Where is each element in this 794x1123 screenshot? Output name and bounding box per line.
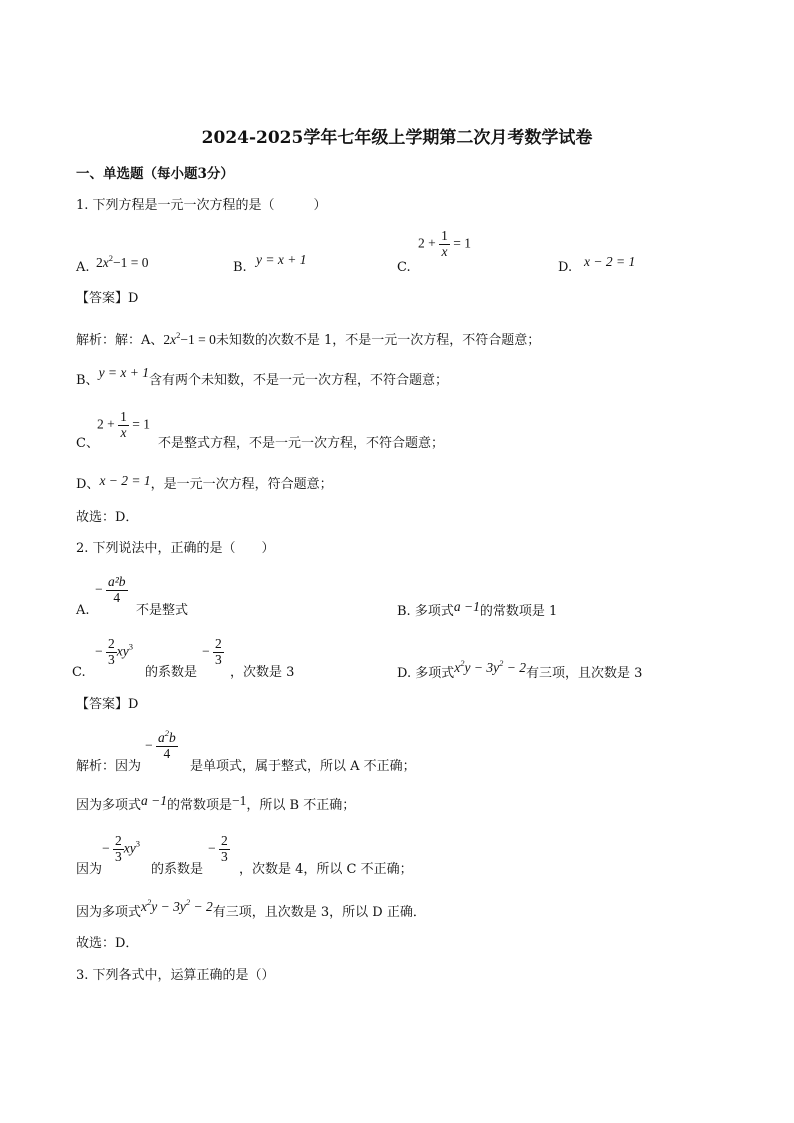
q1-option-c-formula: 2 + $\frac{1}{x}$ = 1 bbox=[418, 228, 471, 259]
q2-option-c-coef: − $\frac{2}{3}$ bbox=[202, 636, 222, 667]
q1-option-d-label: D. bbox=[558, 260, 573, 275]
q1-solution-b: B、y = x + 1含有两个未知数，不是一元一次方程，不符合题意； bbox=[76, 365, 449, 388]
q1-stem: 1. 下列方程是一元一次方程的是（ ） bbox=[76, 198, 327, 213]
q2-option-c-label: C. bbox=[72, 665, 86, 680]
q1-solution-c-formula: 2 + $\frac{1}{x}$ = 1 bbox=[97, 409, 150, 440]
q1-option-c-label: C. bbox=[397, 260, 411, 275]
q2-solution-4: 因为多项式$x^2y - 3y^2 - 2$有三项，且次数是 3，所以 D 正确． bbox=[76, 897, 426, 920]
q2-option-d: D. 多项式$x^2y - 3y^2 - 2$有三项，且次数是 3 bbox=[397, 658, 643, 681]
q1-option-a-label: A. bbox=[76, 260, 90, 275]
q1-option-d-formula: x − 2 = 1 bbox=[584, 254, 636, 269]
q1-solution-c-text: 不是整式方程，不是一元一次方程，不符合题意； bbox=[158, 436, 445, 451]
q2-solution-3-mid: 的系数是 bbox=[151, 862, 204, 877]
q1-solution-d: D、x − 2 = 1，是一元一次方程，符合题意； bbox=[76, 473, 333, 492]
q2-solution-1-lead: 解析：因为 bbox=[76, 759, 142, 774]
page-title: 2024-2025学年七年级上学期第二次月考数学试卷 bbox=[201, 128, 593, 148]
q2-option-c-mid: 的系数是 bbox=[145, 665, 198, 680]
q2-solution-1-text: 是单项式，属于整式，所以 A 不正确； bbox=[190, 759, 416, 774]
q2-option-a-label: A. bbox=[76, 603, 90, 618]
q2-solution-2: 因为多项式a −1的常数项是−1，所以 B 不正确； bbox=[76, 793, 356, 813]
q1-option-a-formula: $2x^2-1 = 0$ bbox=[96, 253, 149, 270]
q1-option-b-label: B. bbox=[233, 260, 247, 275]
q2-option-c-tail: ，次数是 3 bbox=[230, 665, 295, 680]
q2-solution-3-coef: − $\frac{2}{3}$ bbox=[208, 833, 228, 864]
q2-stem: 2. 下列说法中，正确的是（ ） bbox=[76, 541, 275, 556]
q2-solution-3-formula: − $\frac{2}{3}$ $xy^3$ bbox=[102, 833, 140, 864]
q1-solution-a: 解析：解：A、$2x^2-1 = 0$未知数的次数不是 1，不是一元一次方程，不符合题意； bbox=[76, 330, 541, 348]
q2-answer: 【答案】D bbox=[76, 697, 139, 712]
q1-conclusion: 故选：D． bbox=[76, 510, 139, 525]
section-heading: 一、单选题（每小题3分） bbox=[76, 166, 234, 182]
q1-answer: 【答案】D bbox=[76, 291, 139, 306]
q2-option-c-formula: − $\frac{2}{3}$ $xy^3$ bbox=[95, 636, 133, 667]
q2-solution-1-formula: − $\frac{a^2b}{4}$ bbox=[145, 728, 176, 761]
q2-option-b: B. 多项式a −1的常数项是 1 bbox=[397, 599, 558, 619]
q2-option-a-formula: − $\frac{\text{a²b}}{4}$ bbox=[95, 574, 126, 605]
q2-conclusion: 故选：D． bbox=[76, 936, 139, 951]
q2-solution-3-lead: 因为 bbox=[76, 862, 103, 877]
q1-option-b-formula: y = x + 1 bbox=[256, 252, 307, 267]
q2-solution-3-tail: ，次数是 4，所以 C 不正确； bbox=[239, 862, 413, 877]
q1-solution-c-lead: C、 bbox=[76, 436, 99, 451]
q3-stem: 3. 下列各式中，运算正确的是（） bbox=[76, 968, 275, 983]
q2-option-a-text: 不是整式 bbox=[136, 603, 189, 618]
